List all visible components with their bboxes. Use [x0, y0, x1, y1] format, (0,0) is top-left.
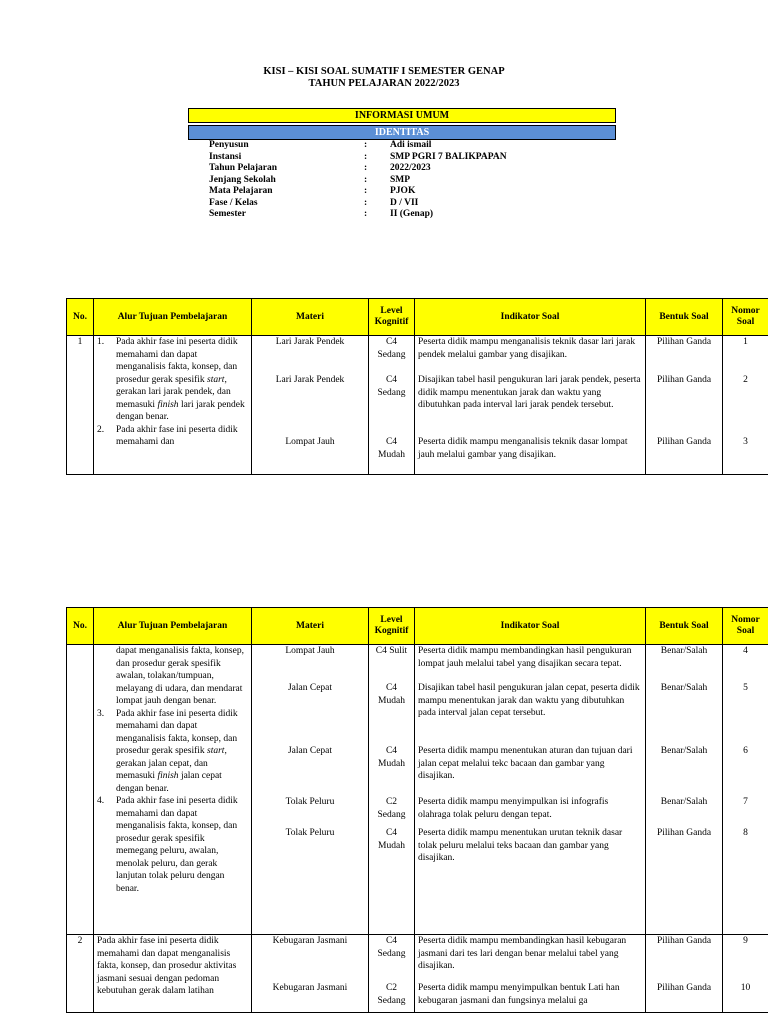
atp-item — [97, 424, 248, 449]
bentuk-text: Benar/Salah — [660, 746, 708, 756]
atp-item — [97, 795, 248, 895]
materi-text: Tolak Peluru — [285, 828, 335, 838]
level-text: C4 Mudah — [378, 437, 405, 460]
level-text: C4 Sedang — [377, 375, 406, 398]
atp-item-text: Pada akhir fase ini peserta didik memahami dan — [116, 424, 238, 447]
document-subtitle: TAHUN PELAJARAN 2022/2023 — [308, 78, 460, 89]
table-header-row — [67, 299, 768, 336]
identity-row — [209, 186, 609, 198]
atp-item-number: 1. — [97, 337, 105, 347]
nomor-text: 2 — [743, 375, 748, 385]
nomor-text: 10 — [740, 983, 751, 993]
materi-text: Lari Jarak Pendek — [275, 375, 345, 385]
bentuk-text: Pilihan Ganda — [656, 983, 712, 993]
level-text: C4 Sulit — [375, 646, 408, 656]
question-grid-table-2 — [66, 607, 768, 1013]
indikator-text: Disajikan tabel hasil pengukuran jalan cepat, peserta didik mampu menentukan jarak dan waktu yang dibutuhkan pada interval jalan cepat tersebut. — [418, 683, 640, 718]
col-header-level: Level Kognitif — [369, 608, 415, 645]
materi-text: Lompat Jauh — [285, 646, 335, 656]
bentuk-text: Pilihan Ganda — [656, 828, 712, 838]
identity-sep: : — [364, 186, 368, 196]
identity-key: Semester — [209, 209, 246, 219]
col-header-no: No. — [67, 299, 94, 336]
bentuk-text: Pilihan Ganda — [656, 375, 712, 385]
row-number: 2 — [67, 935, 94, 1013]
atp-item-text: Pada akhir fase ini peserta didik memahami dan dapat menganalisis fakta, konsep, dan prosedur gerak spesifik start, gerakan lari jarak pendek, dan memasuki finish lari jarak pendek dengan benar. — [116, 337, 245, 422]
col-header-materi: Materi — [252, 299, 369, 336]
nomor-text: 1 — [743, 337, 748, 347]
indikator-text: Peserta didik mampu membandingkan hasil kebugaran jasmani dari tes lari dengan benar melalui tabel yang disajikan. — [418, 936, 627, 971]
identity-key: Instansi — [209, 151, 242, 162]
indikator-cell — [415, 645, 646, 935]
indikator-cell — [415, 336, 646, 475]
indikator-cell — [415, 935, 646, 1013]
identity-list — [209, 140, 609, 221]
col-header-bentuk: Bentuk Soal — [646, 608, 723, 645]
atp-cell — [94, 645, 252, 935]
bentuk-text: Benar/Salah — [660, 646, 708, 656]
identity-value: SMP — [390, 174, 411, 185]
indikator-text: Peserta didik mampu membandingkan hasil pengukuran lompat jauh melalui tabel yang disajikan secara tepat. — [418, 646, 632, 669]
identity-value: PJOK — [390, 186, 416, 196]
indikator-text: Peserta didik mampu menganalisis teknik dasar lompat jauh melalui gambar yang disajikan. — [418, 437, 628, 460]
nomor-text: 3 — [743, 437, 748, 447]
bentuk-text: Pilihan Ganda — [656, 437, 712, 447]
identity-row — [209, 140, 609, 152]
identity-sep: : — [364, 163, 368, 173]
row-number — [67, 645, 94, 935]
atp-item — [97, 708, 248, 796]
atp-cell — [94, 336, 252, 475]
identity-key: Tahun Pelajaran — [209, 163, 278, 173]
indikator-text: Peserta didik mampu menyimpulkan bentuk Lati han kebugaran jasmani dan fungsinya melalui ga — [418, 983, 620, 1006]
indikator-text: Peserta didik mampu menyimpulkan isi infografis olahraga tolak peluru dengan tepat. — [418, 797, 609, 820]
materi-text: Lari Jarak Pendek — [275, 337, 345, 347]
table-header-row — [67, 608, 768, 645]
atp-item — [97, 336, 248, 424]
atp-item-number: 3. — [97, 708, 105, 719]
col-header-indikator: Indikator Soal — [415, 608, 646, 645]
indikator-text: Peserta didik mampu menentukan urutan teknik dasar tolak peluru melalui teks bacaan dan gambar yang disajikan. — [418, 828, 623, 863]
materi-text: Tolak Peluru — [285, 797, 335, 807]
col-header-bentuk: Bentuk Soal — [646, 299, 723, 336]
materi-cell — [252, 645, 369, 935]
atp-item-text: dapat menganalisis fakta, konsep, dan prosedur gerak spesifik awalan, tolakan/tumpuan, melayang di udara, dan mendarat lompat jauh dengan benar. — [116, 646, 244, 706]
identity-row — [209, 209, 609, 221]
identity-key: Fase / Kelas — [209, 197, 258, 208]
nomor-text: 9 — [743, 936, 748, 946]
atp-cell: Pada akhir fase ini peserta didik memahami dan dapat menganalisis fakta, konsep, dan prosedur aktivitas jasmani sesuai dengan pedoman kebutuhan gerak dalam latihan — [94, 935, 252, 1013]
identity-row — [209, 152, 609, 164]
identity-sep: : — [364, 197, 368, 208]
materi-text: Lompat Jauh — [285, 437, 335, 447]
bentuk-text: Pilihan Ganda — [656, 337, 712, 347]
materi-text: Kebugaran Jasmani — [272, 983, 348, 993]
atp-item — [97, 645, 248, 708]
materi-text: Jalan Cepat — [287, 746, 333, 756]
indikator-text: Peserta didik mampu menganalisis teknik dasar lari jarak pendek melalui gambar yang disajikan. — [418, 337, 636, 360]
level-cell — [369, 336, 415, 475]
identity-sep: : — [364, 151, 368, 162]
col-header-indikator: Indikator Soal — [415, 299, 646, 336]
nomor-cell — [723, 935, 768, 1013]
level-text: C4 Mudah — [378, 746, 405, 769]
identity-band: IDENTITAS — [188, 125, 616, 140]
identity-sep: : — [364, 140, 368, 150]
nomor-text: 6 — [743, 746, 748, 756]
level-text: C4 Mudah — [378, 683, 405, 706]
bentuk-cell — [646, 645, 723, 935]
col-header-materi: Materi — [252, 608, 369, 645]
nomor-text: 7 — [743, 797, 748, 807]
col-header-atp: Alur Tujuan Pembelajaran — [94, 299, 252, 336]
bentuk-text: Pilihan Ganda — [656, 936, 712, 946]
level-text: C4 Mudah — [378, 828, 405, 851]
level-text: C4 Sedang — [377, 936, 406, 959]
materi-text: Kebugaran Jasmani — [272, 936, 348, 946]
identity-key: Mata Pelajaran — [209, 186, 273, 196]
identity-value: D / VII — [390, 197, 419, 208]
bentuk-cell — [646, 935, 723, 1013]
atp-item-text: Pada akhir fase ini peserta didik memahami dan dapat menganalisis fakta, konsep, dan prosedur gerak spesifik memegang peluru, awalan, menolak peluru, dan gerak lanjutan tolak peluru dengan benar. — [116, 796, 238, 894]
identity-value: 2022/2023 — [390, 163, 431, 173]
indikator-text: Disajikan tabel hasil pengukuran lari jarak pendek, peserta didik mampu menentukan jarak dan waktu yang dibutuhkan pada interval lari jarak pendek tersebut. — [418, 375, 641, 410]
row-number: 1 — [67, 336, 94, 475]
identity-key: Penyusun — [209, 140, 249, 150]
nomor-text: 5 — [743, 683, 748, 693]
identity-sep: : — [364, 209, 368, 219]
atp-item-number: 4. — [97, 796, 105, 806]
col-header-atp: Alur Tujuan Pembelajaran — [94, 608, 252, 645]
atp-item-number: 2. — [97, 424, 105, 435]
table-row — [67, 336, 768, 475]
nomor-text: 8 — [743, 828, 748, 838]
col-header-level: Level Kognitif — [369, 299, 415, 336]
materi-text: Jalan Cepat — [287, 683, 333, 693]
table-row — [67, 645, 768, 935]
identity-value: Adi ismail — [390, 140, 432, 150]
table-row — [67, 935, 768, 1013]
level-text: C2 Sedang — [377, 983, 406, 1006]
level-text: C2 Sedang — [377, 797, 406, 820]
level-cell — [369, 935, 415, 1013]
document-title: KISI – KISI SOAL SUMATIF I SEMESTER GENAP — [263, 66, 505, 77]
indikator-text: Peserta didik mampu menentukan aturan dan tujuan dari jalan cepat melalui tekc bacaan dan gambar yang disajikan. — [418, 746, 633, 781]
bentuk-text: Benar/Salah — [660, 683, 708, 693]
atp-item-text: Pada akhir fase ini peserta didik memahami dan dapat menganalisis fakta, konsep, dan prosedur gerak spesifik start, gerakan jalan cepat, dan memasuki finish jalan cepat dengan benar. — [116, 708, 238, 794]
level-text: C4 Sedang — [377, 337, 406, 360]
general-info-band: INFORMASI UMUM — [188, 108, 616, 123]
identity-row — [209, 163, 609, 175]
nomor-cell — [723, 645, 768, 935]
bentuk-text: Benar/Salah — [660, 797, 708, 807]
identity-row — [209, 198, 609, 210]
identity-key: Jenjang Sekolah — [209, 174, 276, 185]
col-header-nomor: Nomor Soal — [723, 299, 768, 336]
nomor-cell — [723, 336, 768, 475]
nomor-text: 4 — [743, 646, 748, 656]
materi-cell — [252, 935, 369, 1013]
materi-cell — [252, 336, 369, 475]
level-cell — [369, 645, 415, 935]
col-header-no: No. — [67, 608, 94, 645]
identity-row — [209, 175, 609, 187]
question-grid-table-1 — [66, 298, 768, 475]
bentuk-cell — [646, 336, 723, 475]
identity-value: II (Genap) — [390, 209, 434, 219]
identity-value: SMP PGRI 7 BALIKPAPAN — [390, 151, 507, 162]
identity-sep: : — [364, 174, 368, 185]
col-header-nomor: Nomor Soal — [723, 608, 768, 645]
